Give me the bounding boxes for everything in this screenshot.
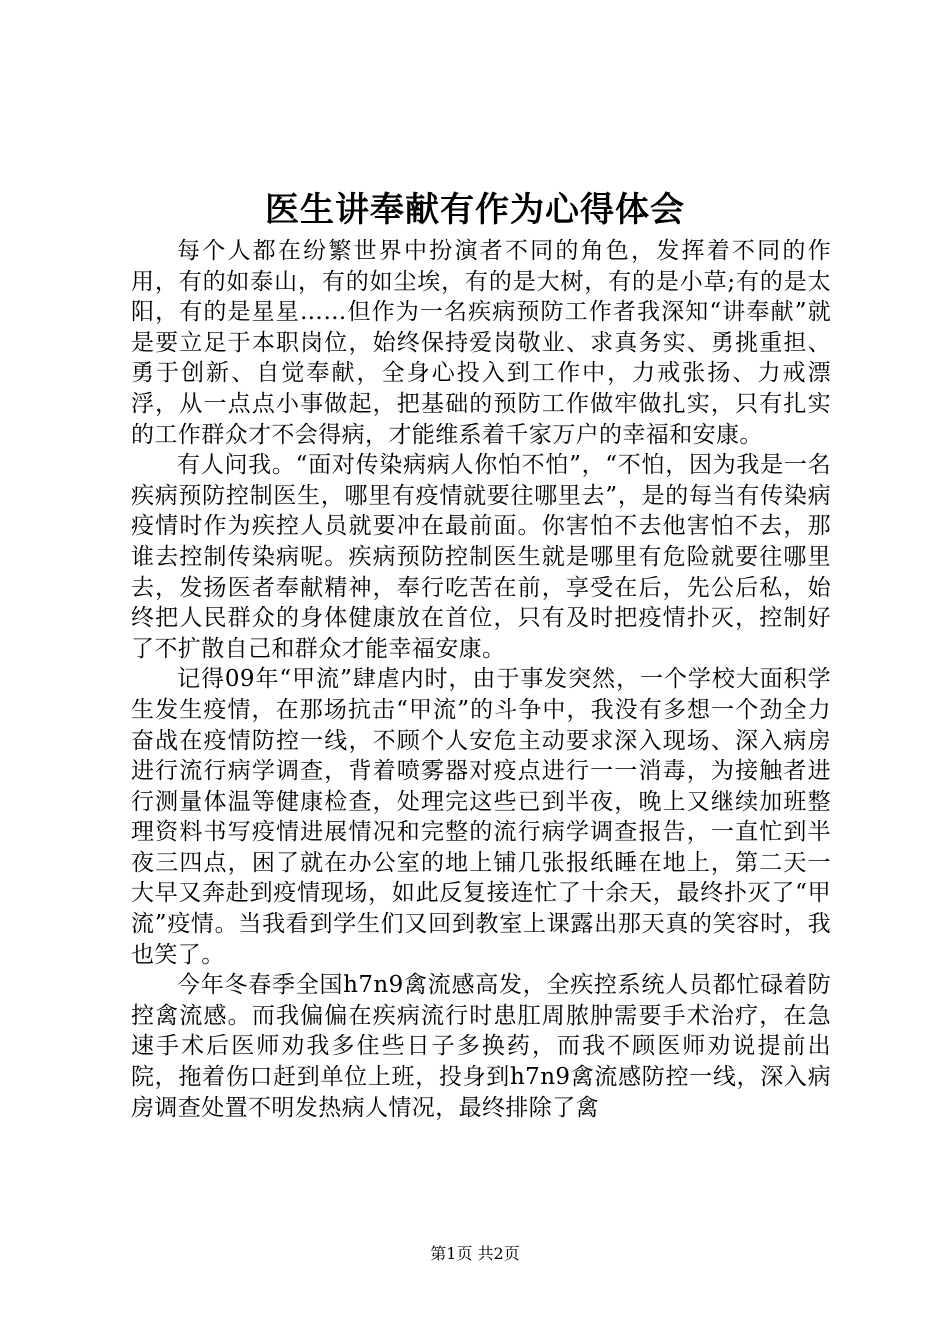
paragraph-3: 记得09年“甲流”肆虐内时，由于事发突然，一个学校大面积学生发生疫情，在那场抗击“甲流”的斗争中，我没有多想一个劲全力奋战在疫情防控一线，不顾个人安危主动要求深入现场、深入病房进行流行病学调查，背着喷雾器对疫点进行一一消毒，为接触者进行测量体温等健康检查，处理完这些已到半夜，晚上又继续加班整理资料书写疫情进展情况和完整的流行病学调查报告，一直忙到半夜三四点，困了就在办公室的地上铺几张报纸睡在地上，第二天一大早又奔赴到疫情现场，如此反复接连忙了十余天，最终扑灭了“甲流”疫情。当我看到学生们又回到教室上课露出那天真的笑容时，我也笑了。 [131,666,831,968]
paragraph-2: 有人问我。“面对传染病病人你怕不怕”，“不怕，因为我是一名疾病预防控制医生，哪里有疫情就要往哪里去”，是的每当有传染病疫情时作为疾控人员就要冲在最前面。你害怕不去他害怕不去，那谁去控制传染病呢。疾病预防控制医生就是哪里有危险就要往哪里去，发扬医者奉献精神，奉行吃苦在前，享受在后，先公后私，始终把人民群众的身体健康放在首位，只有及时把疫情扑灭，控制好了不扩散自己和群众才能幸福安康。 [131,452,831,662]
page-number-footer: 第1页 共2页 [430,1244,520,1263]
document-body [131,236,831,1123]
paragraph-4: 今年冬春季全国h7n9禽流感高发，全疾控系统人员都忙碌着防控禽流感。而我偏偏在疾病流行时患肛周脓肿需要手术治疗，在急速手术后医师劝我多住些日子多换药，而我不顾医师劝说提前出院，拖着伤口赶到单位上班，投身到h7n9禽流感防控一线，深入病房调查处置不明发热病人情况，最终排除了禽 [131,972,831,1121]
document-title: 医生讲奉献有作为心得体会 [265,190,685,230]
paragraph-1: 每个人都在纷繁世界中扮演者不同的角色，发挥着不同的作用，有的如泰山，有的如尘埃，有的是大树，有的是小草;有的是太阳，有的是星星……但作为一名疾病预防工作者我深知“讲奉献”就是要立足于本职岗位，始终保持爱岗敬业、求真务实、勇挑重担、勇于创新、自觉奉献，全身心投入到工作中，力戒张扬、力戒漂浮，从一点点小事做起，把基础的预防工作做牢做扎实，只有扎实的工作群众才不会得病，才能维系着千家万户的幸福和安康。 [131,238,831,448]
